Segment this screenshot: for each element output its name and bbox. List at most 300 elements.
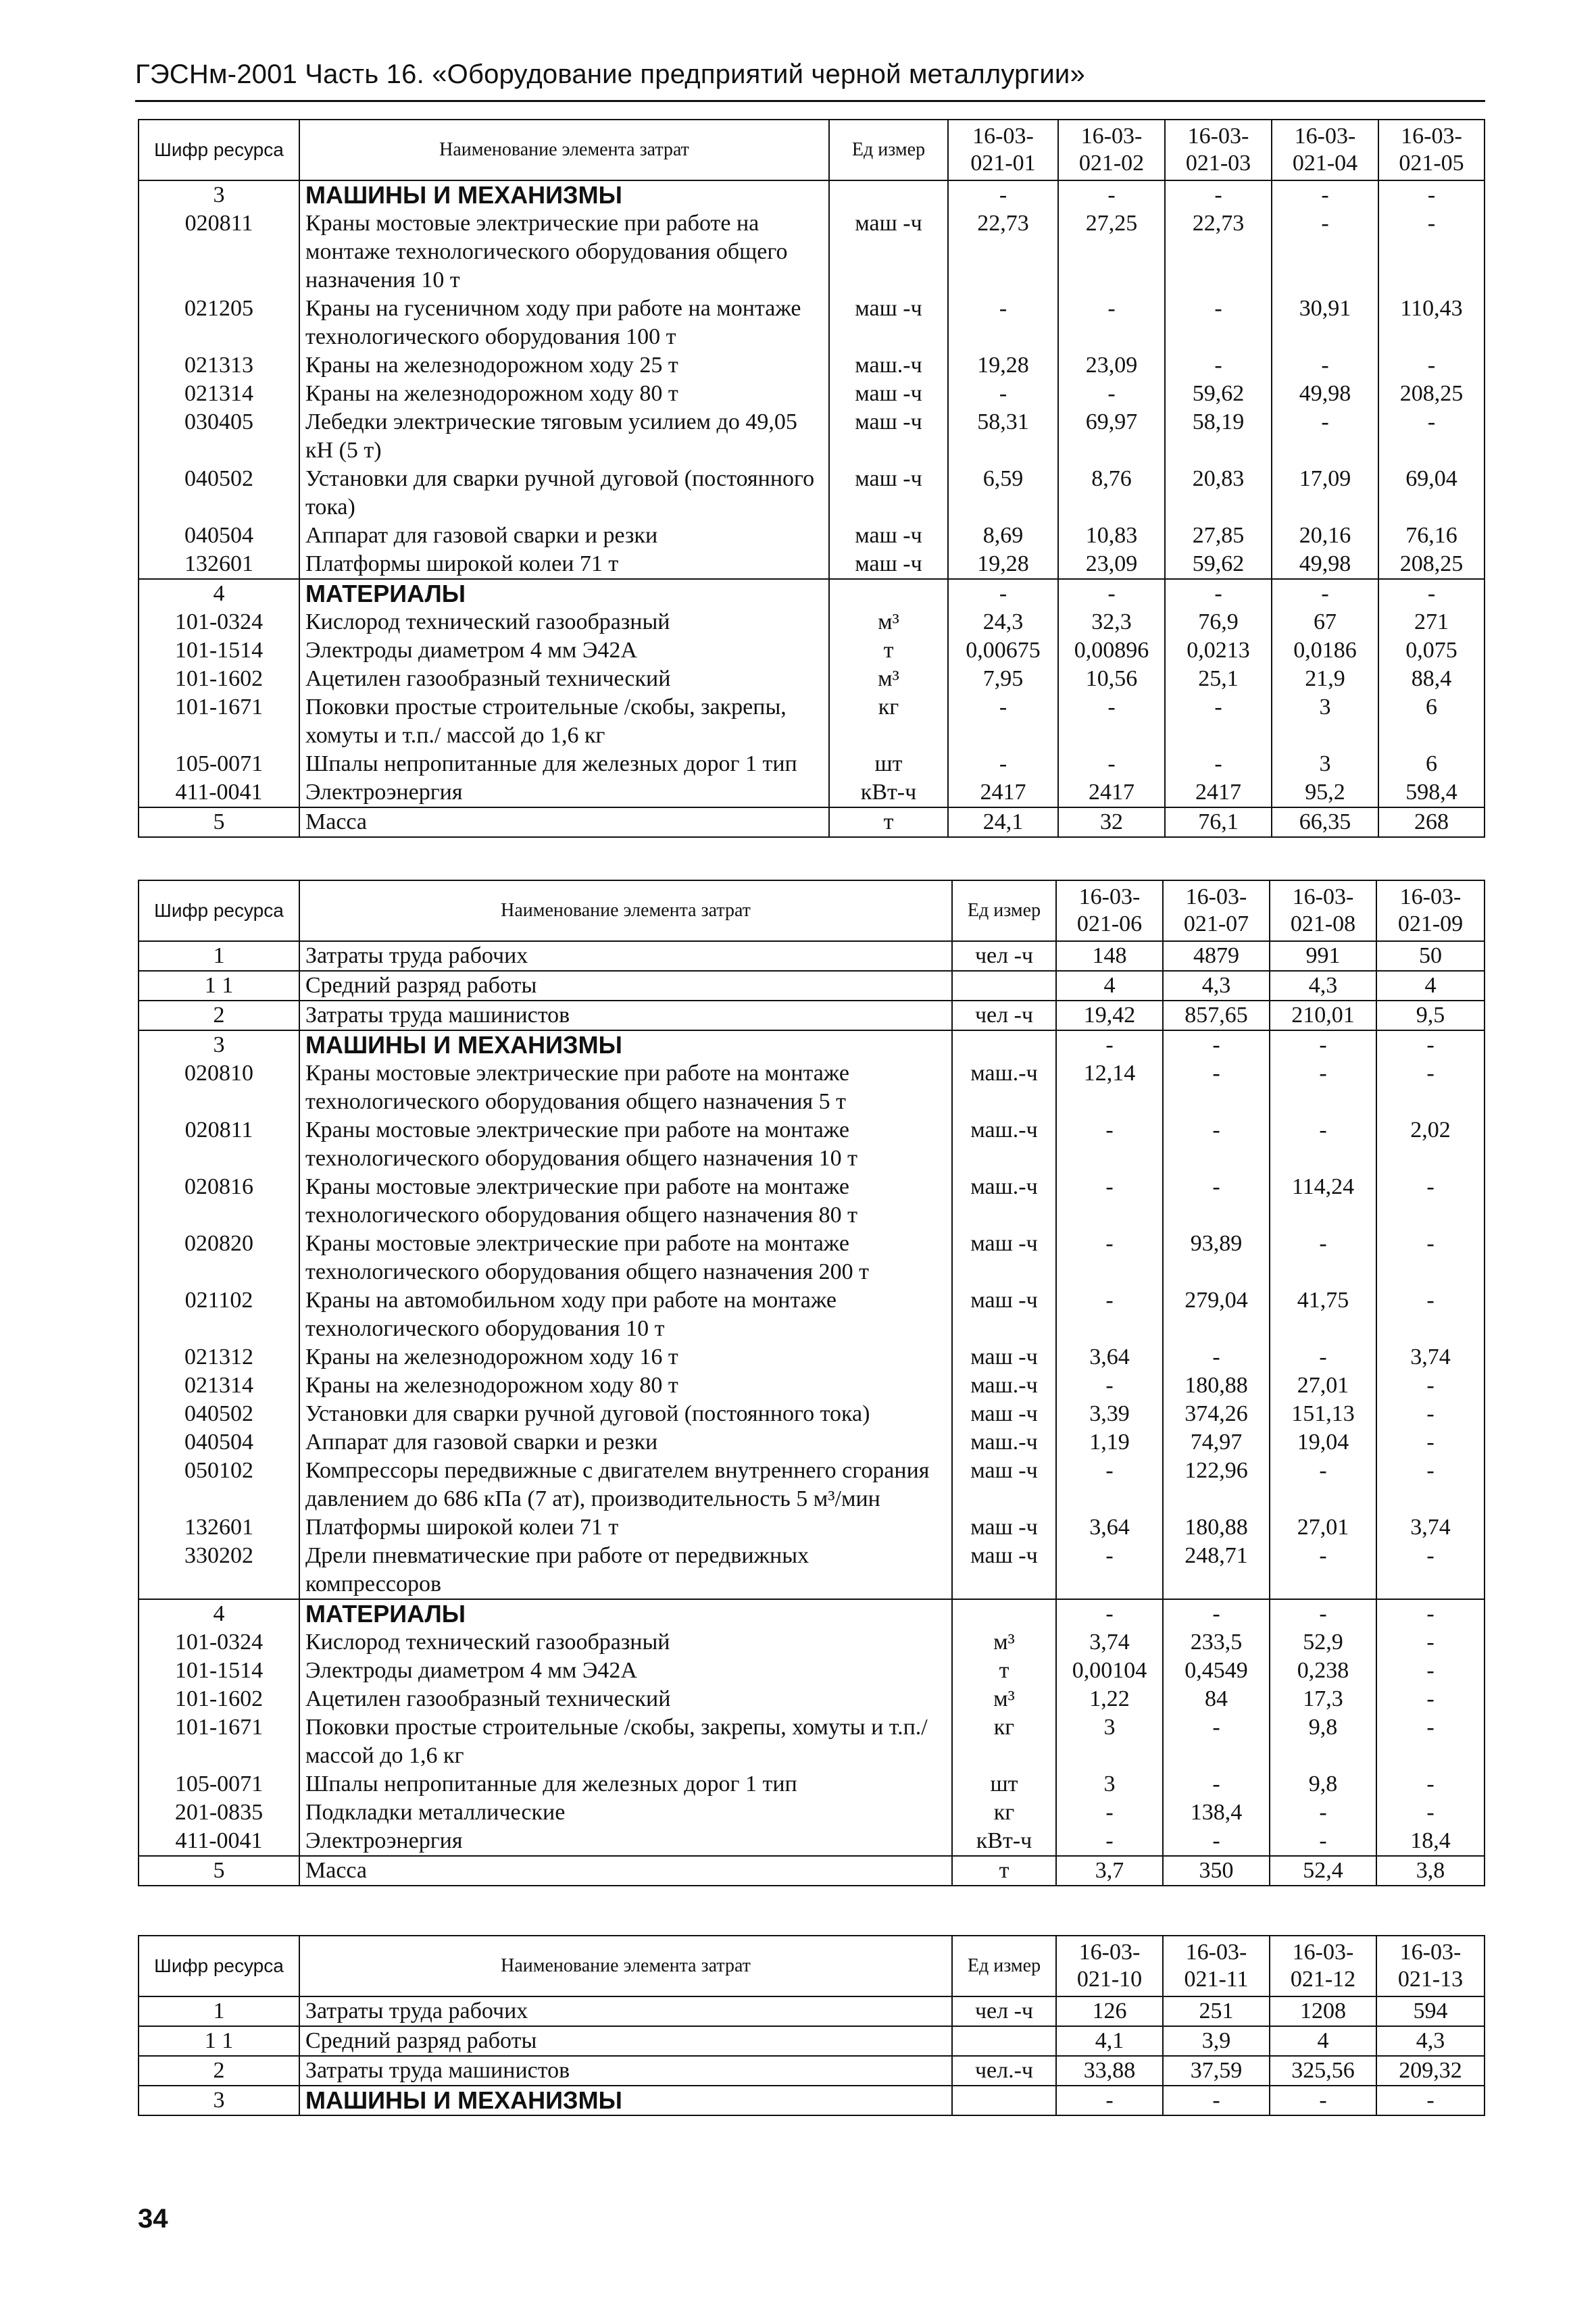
value-cell: 0,0213: [1165, 636, 1272, 665]
value-cell: 37,59: [1163, 2056, 1270, 2086]
table-row: [139, 2056, 1485, 2086]
value-cell: 10,56: [1058, 665, 1165, 693]
header-col: 16-03- 021-12: [1270, 1936, 1376, 1996]
value-cell: 3,9: [1163, 2026, 1270, 2056]
value-cell: -: [1270, 1059, 1376, 1116]
value-cell: 3,74: [1376, 1343, 1485, 1372]
table-row: [139, 1001, 1485, 1030]
value-cell: -: [1056, 1457, 1163, 1513]
value-cell: 180,88: [1163, 1513, 1270, 1542]
value-cell: -: [1056, 1230, 1163, 1286]
value-cell: -: [1270, 1116, 1376, 1173]
value-cell: -: [1056, 1599, 1163, 1628]
value-cell: 19,42: [1056, 1001, 1163, 1030]
value-cell: -: [1163, 1343, 1270, 1372]
value-cell: -: [1376, 1372, 1485, 1400]
unit-cell: [952, 971, 1056, 1001]
value-cell: 3,8: [1376, 1856, 1485, 1886]
value-cell: 180,88: [1163, 1372, 1270, 1400]
header-code: Шифр ресурса: [139, 120, 299, 180]
value-cell: 9,5: [1376, 1001, 1485, 1030]
cost-element-name-cell: Установки для сварки ручной дуговой (постоянного тока): [299, 1400, 952, 1428]
value-cell: -: [1376, 1628, 1485, 1657]
page-number: 34: [138, 2204, 168, 2234]
resource-code-cell: 101-1514: [139, 636, 299, 665]
value-cell: 4: [1270, 2026, 1376, 2056]
resource-code-cell: 040504: [139, 1428, 299, 1457]
cost-element-name-cell: Подкладки металлические: [299, 1799, 952, 1827]
table-row: [139, 1400, 1485, 1428]
resource-code-cell: 2: [139, 1001, 299, 1030]
value-cell: -: [1163, 1116, 1270, 1173]
value-cell: -: [1270, 2086, 1376, 2115]
value-cell: -: [1270, 1230, 1376, 1286]
header-unit: Ед измер: [952, 1936, 1056, 1996]
table-row: [139, 550, 1485, 579]
unit-cell: м³: [829, 665, 948, 693]
unit-cell: [952, 1599, 1056, 1628]
unit-cell: шт: [952, 1770, 1056, 1799]
table-row: [139, 1173, 1485, 1230]
value-cell: 991: [1270, 941, 1376, 971]
resource-code-cell: 5: [139, 807, 299, 837]
value-cell: 151,13: [1270, 1400, 1376, 1428]
value-cell: 4,3: [1376, 2026, 1485, 2056]
value-cell: 69,04: [1378, 465, 1485, 522]
value-cell: 67: [1272, 608, 1378, 636]
value-cell: 32: [1058, 807, 1165, 837]
table-row: [139, 1059, 1485, 1116]
resource-code-cell: 132601: [139, 550, 299, 579]
unit-cell: кг: [829, 693, 948, 750]
page-header-title: ГЭСНм-2001 Часть 16. «Оборудование предприятий черной металлургии»: [135, 59, 1085, 89]
resource-code-cell: 4: [139, 1599, 299, 1628]
header-col: 16-03- 021-10: [1056, 1936, 1163, 1996]
value-cell: 66,35: [1272, 807, 1378, 837]
header-name: Наименование элемента затрат: [299, 880, 952, 941]
table-row: [139, 750, 1485, 778]
value-cell: -: [1376, 1713, 1485, 1770]
cost-element-name-cell: МАШИНЫ И МЕХАНИЗМЫ: [299, 180, 829, 209]
cost-element-name-cell: Затраты труда машинистов: [299, 1001, 952, 1030]
value-cell: -: [1056, 1286, 1163, 1343]
header-unit: Ед измер: [829, 120, 948, 180]
header-col: 16-03- 021-01: [948, 120, 1058, 180]
section-row: [139, 180, 1485, 209]
cost-element-name-cell: Платформы широкой колеи 71 т: [299, 1513, 952, 1542]
value-cell: -: [1270, 1343, 1376, 1372]
value-cell: -: [1165, 180, 1272, 209]
unit-cell: маш -ч: [829, 408, 948, 465]
cost-element-name-cell: Шпалы непропитанные для железных дорог 1 тип: [299, 750, 829, 778]
value-cell: -: [1058, 295, 1165, 351]
cost-element-name-cell: Ацетилен газообразный технический: [299, 1685, 952, 1713]
value-cell: -: [1378, 408, 1485, 465]
value-cell: -: [1270, 1599, 1376, 1628]
value-cell: 27,85: [1165, 522, 1272, 550]
value-cell: 4: [1376, 971, 1485, 1001]
value-cell: -: [1378, 579, 1485, 608]
value-cell: -: [1270, 1827, 1376, 1856]
value-cell: -: [1270, 1542, 1376, 1599]
value-cell: -: [1165, 351, 1272, 380]
value-cell: 17,09: [1272, 465, 1378, 522]
unit-cell: маш -ч: [829, 295, 948, 351]
cost-table-1: [138, 119, 1485, 838]
value-cell: 110,43: [1378, 295, 1485, 351]
resource-code-cell: 1: [139, 1996, 299, 2026]
value-cell: 21,9: [1272, 665, 1378, 693]
header-code: Шифр ресурса: [139, 880, 299, 941]
resource-code-cell: 101-0324: [139, 1628, 299, 1657]
value-cell: -: [1376, 1428, 1485, 1457]
value-cell: 59,62: [1165, 380, 1272, 408]
cost-element-name-cell: МАТЕРИАЛЫ: [299, 579, 829, 608]
value-cell: 18,4: [1376, 1827, 1485, 1856]
value-cell: 24,3: [948, 608, 1058, 636]
value-cell: -: [1056, 1116, 1163, 1173]
table-row: [139, 941, 1485, 971]
value-cell: -: [1058, 180, 1165, 209]
section-row: [139, 2086, 1485, 2115]
value-cell: 76,16: [1378, 522, 1485, 550]
value-cell: 0,00104: [1056, 1657, 1163, 1685]
value-cell: -: [1272, 209, 1378, 295]
resource-code-cell: 040502: [139, 465, 299, 522]
value-cell: 22,73: [948, 209, 1058, 295]
header-col: 16-03- 021-05: [1378, 120, 1485, 180]
value-cell: -: [1165, 579, 1272, 608]
value-cell: 50: [1376, 941, 1485, 971]
value-cell: 20,83: [1165, 465, 1272, 522]
cost-element-name-cell: Затраты труда машинистов: [299, 2056, 952, 2086]
value-cell: 93,89: [1163, 1230, 1270, 1286]
unit-cell: маш -ч: [952, 1542, 1056, 1599]
value-cell: 594: [1376, 1996, 1485, 2026]
value-cell: 76,1: [1165, 807, 1272, 837]
value-cell: 248,71: [1163, 1542, 1270, 1599]
value-cell: -: [1376, 1657, 1485, 1685]
value-cell: 126: [1056, 1996, 1163, 2026]
value-cell: -: [1058, 750, 1165, 778]
unit-cell: [952, 2026, 1056, 2056]
value-cell: 2417: [948, 778, 1058, 807]
unit-cell: т: [829, 807, 948, 837]
value-cell: 10,83: [1058, 522, 1165, 550]
table-row: [139, 1542, 1485, 1599]
unit-cell: маш -ч: [829, 550, 948, 579]
unit-cell: маш -ч: [829, 465, 948, 522]
value-cell: 95,2: [1272, 778, 1378, 807]
value-cell: 857,65: [1163, 1001, 1270, 1030]
resource-code-cell: 101-1602: [139, 665, 299, 693]
value-cell: 138,4: [1163, 1799, 1270, 1827]
table-row: [139, 408, 1485, 465]
value-cell: 209,32: [1376, 2056, 1485, 2086]
unit-cell: кВт-ч: [829, 778, 948, 807]
cost-element-name-cell: Аппарат для газовой сварки и резки: [299, 1428, 952, 1457]
value-cell: 3,74: [1376, 1513, 1485, 1542]
cost-element-name-cell: Средний разряд работы: [299, 971, 952, 1001]
cost-element-name-cell: Ацетилен газообразный технический: [299, 665, 829, 693]
cost-element-name-cell: Дрели пневматические при работе от передвижных компрессоров: [299, 1542, 952, 1599]
value-cell: 251: [1163, 1996, 1270, 2026]
unit-cell: маш.-ч: [829, 351, 948, 380]
resource-code-cell: 021312: [139, 1343, 299, 1372]
table-row: [139, 807, 1485, 837]
value-cell: 279,04: [1163, 1286, 1270, 1343]
unit-cell: кВт-ч: [952, 1827, 1056, 1856]
resource-code-cell: 020820: [139, 1230, 299, 1286]
value-cell: 3: [1056, 1713, 1163, 1770]
value-cell: 30,91: [1272, 295, 1378, 351]
table-row: [139, 665, 1485, 693]
value-cell: -: [1163, 1713, 1270, 1770]
value-cell: 3,64: [1056, 1343, 1163, 1372]
unit-cell: [952, 2086, 1056, 2115]
value-cell: -: [1272, 180, 1378, 209]
value-cell: 22,73: [1165, 209, 1272, 295]
resource-code-cell: 101-1602: [139, 1685, 299, 1713]
header-name: Наименование элемента затрат: [299, 1936, 952, 1996]
value-cell: -: [1272, 351, 1378, 380]
unit-cell: маш -ч: [952, 1230, 1056, 1286]
resource-code-cell: 1 1: [139, 971, 299, 1001]
unit-cell: маш.-ч: [952, 1428, 1056, 1457]
table-row: [139, 971, 1485, 1001]
table-row: [139, 1116, 1485, 1173]
value-cell: 3,39: [1056, 1400, 1163, 1428]
value-cell: 12,14: [1056, 1059, 1163, 1116]
resource-code-cell: 021205: [139, 295, 299, 351]
value-cell: 84: [1163, 1685, 1270, 1713]
value-cell: -: [1163, 1599, 1270, 1628]
table-row: [139, 1657, 1485, 1685]
table-row: [139, 1713, 1485, 1770]
value-cell: -: [1272, 408, 1378, 465]
value-cell: 148: [1056, 941, 1163, 971]
unit-cell: маш.-ч: [952, 1059, 1056, 1116]
value-cell: 6: [1378, 693, 1485, 750]
value-cell: 271: [1378, 608, 1485, 636]
cost-element-name-cell: Поковки простые строительные /скобы, закрепы, хомуты и т.п./ массой до 1,6 кг: [299, 693, 829, 750]
resource-code-cell: 020811: [139, 1116, 299, 1173]
value-cell: 6: [1378, 750, 1485, 778]
value-cell: -: [1376, 1799, 1485, 1827]
value-cell: -: [1056, 2086, 1163, 2115]
cost-element-name-cell: Краны мостовые электрические при работе на монтаже технологического оборудования общего назначения 5 т: [299, 1059, 952, 1116]
unit-cell: маш -ч: [952, 1400, 1056, 1428]
value-cell: -: [948, 295, 1058, 351]
cost-element-name-cell: Краны мостовые электрические при работе на монтаже технологического оборудования общего назначения 10 т: [299, 209, 829, 295]
value-cell: 4: [1056, 971, 1163, 1001]
cost-element-name-cell: Лебедки электрические тяговым усилием до 49,05 кН (5 т): [299, 408, 829, 465]
value-cell: 3,64: [1056, 1513, 1163, 1542]
resource-code-cell: 3: [139, 2086, 299, 2115]
value-cell: -: [948, 693, 1058, 750]
cost-element-name-cell: Средний разряд работы: [299, 2026, 952, 2056]
value-cell: 58,19: [1165, 408, 1272, 465]
table-row: [139, 1799, 1485, 1827]
value-cell: -: [1163, 2086, 1270, 2115]
value-cell: 4,1: [1056, 2026, 1163, 2056]
resource-code-cell: 101-1671: [139, 1713, 299, 1770]
value-cell: -: [1056, 1030, 1163, 1059]
value-cell: -: [1378, 209, 1485, 295]
value-cell: -: [1058, 380, 1165, 408]
value-cell: 1,22: [1056, 1685, 1163, 1713]
value-cell: 24,1: [948, 807, 1058, 837]
value-cell: 350: [1163, 1856, 1270, 1886]
unit-cell: маш.-ч: [952, 1116, 1056, 1173]
header-col: 16-03- 021-02: [1058, 120, 1165, 180]
value-cell: 2417: [1165, 778, 1272, 807]
cost-element-name-cell: Электроды диаметром 4 мм Э42А: [299, 636, 829, 665]
unit-cell: м³: [829, 608, 948, 636]
value-cell: 1,19: [1056, 1428, 1163, 1457]
cost-element-name-cell: Краны на железнодорожном ходу 16 т: [299, 1343, 952, 1372]
table-row: [139, 1457, 1485, 1513]
resource-code-cell: 3: [139, 180, 299, 209]
value-cell: 33,88: [1056, 2056, 1163, 2086]
value-cell: 0,0186: [1272, 636, 1378, 665]
value-cell: -: [1058, 693, 1165, 750]
unit-cell: чел.-ч: [952, 2056, 1056, 2086]
header-col: 16-03- 021-13: [1376, 1936, 1485, 1996]
resource-code-cell: 040502: [139, 1400, 299, 1428]
value-cell: -: [1376, 1770, 1485, 1799]
table-row: [139, 295, 1485, 351]
cost-element-name-cell: Краны на железнодорожном ходу 80 т: [299, 380, 829, 408]
value-cell: 52,9: [1270, 1628, 1376, 1657]
value-cell: 88,4: [1378, 665, 1485, 693]
value-cell: 27,01: [1270, 1372, 1376, 1400]
cost-element-name-cell: Краны мостовые электрические при работе на монтаже технологического оборудования общего назначения 80 т: [299, 1173, 952, 1230]
cost-element-name-cell: Компрессоры передвижные с двигателем внутреннего сгорания давлением до 686 кПа (7 ат), производительность 5 м³/мин: [299, 1457, 952, 1513]
value-cell: 2,02: [1376, 1116, 1485, 1173]
cost-element-name-cell: Краны на гусеничном ходу при работе на монтаже технологического оборудования 100 т: [299, 295, 829, 351]
value-cell: -: [1056, 1542, 1163, 1599]
cost-element-name-cell: МАТЕРИАЛЫ: [299, 1599, 952, 1628]
value-cell: 23,09: [1058, 550, 1165, 579]
resource-code-cell: 1 1: [139, 2026, 299, 2056]
value-cell: -: [1056, 1372, 1163, 1400]
unit-cell: маш -ч: [829, 522, 948, 550]
value-cell: 19,28: [948, 550, 1058, 579]
table-body: [139, 941, 1485, 1886]
value-cell: 9,8: [1270, 1770, 1376, 1799]
resource-code-cell: 030405: [139, 408, 299, 465]
unit-cell: м³: [952, 1628, 1056, 1657]
cost-element-name-cell: Электроды диаметром 4 мм Э42А: [299, 1657, 952, 1685]
value-cell: 3,74: [1056, 1628, 1163, 1657]
value-cell: 0,238: [1270, 1657, 1376, 1685]
cost-table-3: [138, 1935, 1485, 2116]
value-cell: -: [1376, 1173, 1485, 1230]
header-rule: [135, 100, 1485, 102]
cost-element-name-cell: Платформы широкой колеи 71 т: [299, 550, 829, 579]
table-row: [139, 608, 1485, 636]
cost-element-name-cell: МАШИНЫ И МЕХАНИЗМЫ: [299, 2086, 952, 2115]
table-row: [139, 522, 1485, 550]
unit-cell: маш -ч: [829, 209, 948, 295]
resource-code-cell: 1: [139, 941, 299, 971]
value-cell: -: [948, 380, 1058, 408]
resource-code-cell: 330202: [139, 1542, 299, 1599]
resource-code-cell: 411-0041: [139, 1827, 299, 1856]
table-row: [139, 1230, 1485, 1286]
table-row: [139, 465, 1485, 522]
resource-code-cell: 4: [139, 579, 299, 608]
value-cell: -: [1376, 1059, 1485, 1116]
value-cell: 1208: [1270, 1996, 1376, 2026]
cost-element-name-cell: Затраты труда рабочих: [299, 1996, 952, 2026]
unit-cell: кг: [952, 1799, 1056, 1827]
cost-element-name-cell: Краны мостовые электрические при работе на монтаже технологического оборудования общего назначения 200 т: [299, 1230, 952, 1286]
value-cell: -: [1056, 1827, 1163, 1856]
value-cell: 208,25: [1378, 380, 1485, 408]
value-cell: -: [1376, 1230, 1485, 1286]
value-cell: 3: [1272, 693, 1378, 750]
resource-code-cell: 201-0835: [139, 1799, 299, 1827]
value-cell: -: [1270, 1799, 1376, 1827]
cost-element-name-cell: Поковки простые строительные /скобы, закрепы, хомуты и т.п./ массой до 1,6 кг: [299, 1713, 952, 1770]
section-row: [139, 1030, 1485, 1059]
unit-cell: маш -ч: [952, 1343, 1056, 1372]
value-cell: 374,26: [1163, 1400, 1270, 1428]
unit-cell: маш.-ч: [952, 1372, 1056, 1400]
value-cell: 76,9: [1165, 608, 1272, 636]
resource-code-cell: 411-0041: [139, 778, 299, 807]
cost-element-name-cell: Краны мостовые электрические при работе на монтаже технологического оборудования общего назначения 10 т: [299, 1116, 952, 1173]
value-cell: 0,4549: [1163, 1657, 1270, 1685]
cost-element-name-cell: МАШИНЫ И МЕХАНИЗМЫ: [299, 1030, 952, 1059]
value-cell: 25,1: [1165, 665, 1272, 693]
cost-table-2: [138, 880, 1485, 1886]
value-cell: 208,25: [1378, 550, 1485, 579]
table-row: [139, 1513, 1485, 1542]
unit-cell: маш -ч: [952, 1457, 1056, 1513]
table-row: [139, 693, 1485, 750]
value-cell: -: [1165, 750, 1272, 778]
value-cell: 3,7: [1056, 1856, 1163, 1886]
value-cell: 19,28: [948, 351, 1058, 380]
value-cell: -: [1163, 1827, 1270, 1856]
header-col: 16-03- 021-08: [1270, 880, 1376, 941]
cost-element-name-cell: Затраты труда рабочих: [299, 941, 952, 971]
cost-element-name-cell: Аппарат для газовой сварки и резки: [299, 522, 829, 550]
cost-element-name-cell: Установки для сварки ручной дуговой (постоянного тока): [299, 465, 829, 522]
cost-element-name-cell: Кислород технический газообразный: [299, 1628, 952, 1657]
value-cell: 233,5: [1163, 1628, 1270, 1657]
cost-element-name-cell: Масса: [299, 1856, 952, 1886]
cost-element-name-cell: Электроэнергия: [299, 778, 829, 807]
cost-element-name-cell: Шпалы непропитанные для железных дорог 1 тип: [299, 1770, 952, 1799]
value-cell: -: [948, 180, 1058, 209]
value-cell: 114,24: [1270, 1173, 1376, 1230]
section-row: [139, 579, 1485, 608]
unit-cell: шт: [829, 750, 948, 778]
value-cell: -: [1378, 351, 1485, 380]
table-row: [139, 636, 1485, 665]
resource-code-cell: 132601: [139, 1513, 299, 1542]
unit-cell: [829, 180, 948, 209]
value-cell: 2417: [1058, 778, 1165, 807]
value-cell: 0,00675: [948, 636, 1058, 665]
resource-code-cell: 021314: [139, 1372, 299, 1400]
value-cell: 6,59: [948, 465, 1058, 522]
value-cell: -: [1270, 1457, 1376, 1513]
